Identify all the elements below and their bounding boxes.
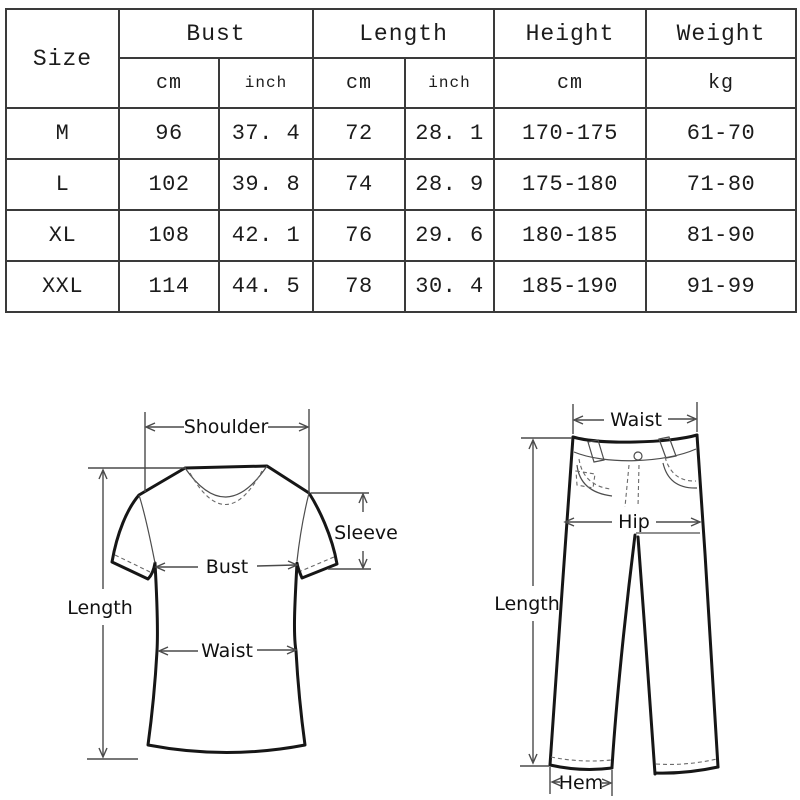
pants-diagram	[550, 435, 718, 774]
cell-length-cm: 78	[313, 261, 405, 312]
pocket-left-stitch	[579, 459, 610, 489]
cell-length-inch: 29. 6	[405, 210, 494, 261]
shirt-shoulder-label: Shoulder	[183, 416, 269, 438]
cell-weight: 91-99	[646, 261, 796, 312]
cell-bust-inch: 44. 5	[219, 261, 313, 312]
cell-bust-inch: 39. 8	[219, 159, 313, 210]
subheader-height-cm: cm	[494, 58, 646, 108]
cell-height: 185-190	[494, 261, 646, 312]
cell-bust-cm: 108	[119, 210, 219, 261]
cell-weight: 61-70	[646, 108, 796, 159]
cell-length-inch: 28. 9	[405, 159, 494, 210]
cell-size: XXL	[6, 261, 119, 312]
cell-height: 170-175	[494, 108, 646, 159]
cell-size: XL	[6, 210, 119, 261]
table-row-xl	[6, 210, 796, 261]
pants-hem-label: Hem	[558, 772, 604, 794]
pants-waist-label: Waist	[610, 409, 662, 431]
shirt-length-label: Length	[67, 597, 133, 619]
subheader-bust-cm: cm	[119, 58, 219, 108]
pocket-left	[577, 465, 612, 496]
pocket-right	[663, 463, 697, 488]
hem-left	[550, 765, 612, 769]
shirt-waist-label: Waist	[201, 640, 253, 662]
table-row-xxl	[6, 261, 796, 312]
pants-outer-right	[697, 435, 718, 767]
cell-bust-cm: 96	[119, 108, 219, 159]
subheader-length-cm: cm	[313, 58, 405, 108]
subheader-length-inch: inch	[405, 58, 494, 108]
subheader-weight-kg: kg	[646, 58, 796, 108]
header-bust: Bust	[119, 9, 313, 58]
header-weight: Weight	[646, 9, 796, 58]
size-chart-table	[5, 8, 797, 313]
table-row-l	[6, 159, 796, 210]
hem-right	[655, 767, 718, 773]
cell-bust-cm: 102	[119, 159, 219, 210]
cell-bust-inch: 37. 4	[219, 108, 313, 159]
hem-left-stitch	[551, 757, 611, 761]
cell-length-cm: 72	[313, 108, 405, 159]
fly-stitch	[625, 465, 639, 507]
measurement-diagram	[0, 385, 800, 800]
cell-height: 180-185	[494, 210, 646, 261]
header-size: Size	[6, 9, 119, 108]
cell-length-cm: 74	[313, 159, 405, 210]
cell-length-inch: 28. 1	[405, 108, 494, 159]
table-row-m	[6, 108, 796, 159]
pants-length-label: Length	[494, 593, 560, 615]
subheader-bust-inch: inch	[219, 58, 313, 108]
cell-bust-cm: 114	[119, 261, 219, 312]
cell-length-inch: 30. 4	[405, 261, 494, 312]
shirt-sleeve-label: Sleeve	[334, 522, 398, 544]
shirt-bust-label: Bust	[205, 556, 249, 578]
tshirt-outline	[112, 466, 337, 753]
hem-right-stitch	[656, 759, 717, 764]
header-height: Height	[494, 9, 646, 58]
cell-length-cm: 76	[313, 210, 405, 261]
pants-hip-label: Hip	[618, 511, 650, 533]
cell-weight: 81-90	[646, 210, 796, 261]
header-length: Length	[313, 9, 494, 58]
cell-height: 175-180	[494, 159, 646, 210]
tshirt-diagram	[112, 466, 337, 753]
pants-inner-left	[612, 535, 635, 767]
button-icon	[634, 452, 642, 460]
cell-bust-inch: 42. 1	[219, 210, 313, 261]
cell-weight: 71-80	[646, 159, 796, 210]
pants-inner-right	[638, 537, 655, 774]
cell-size: M	[6, 108, 119, 159]
cell-size: L	[6, 159, 119, 210]
